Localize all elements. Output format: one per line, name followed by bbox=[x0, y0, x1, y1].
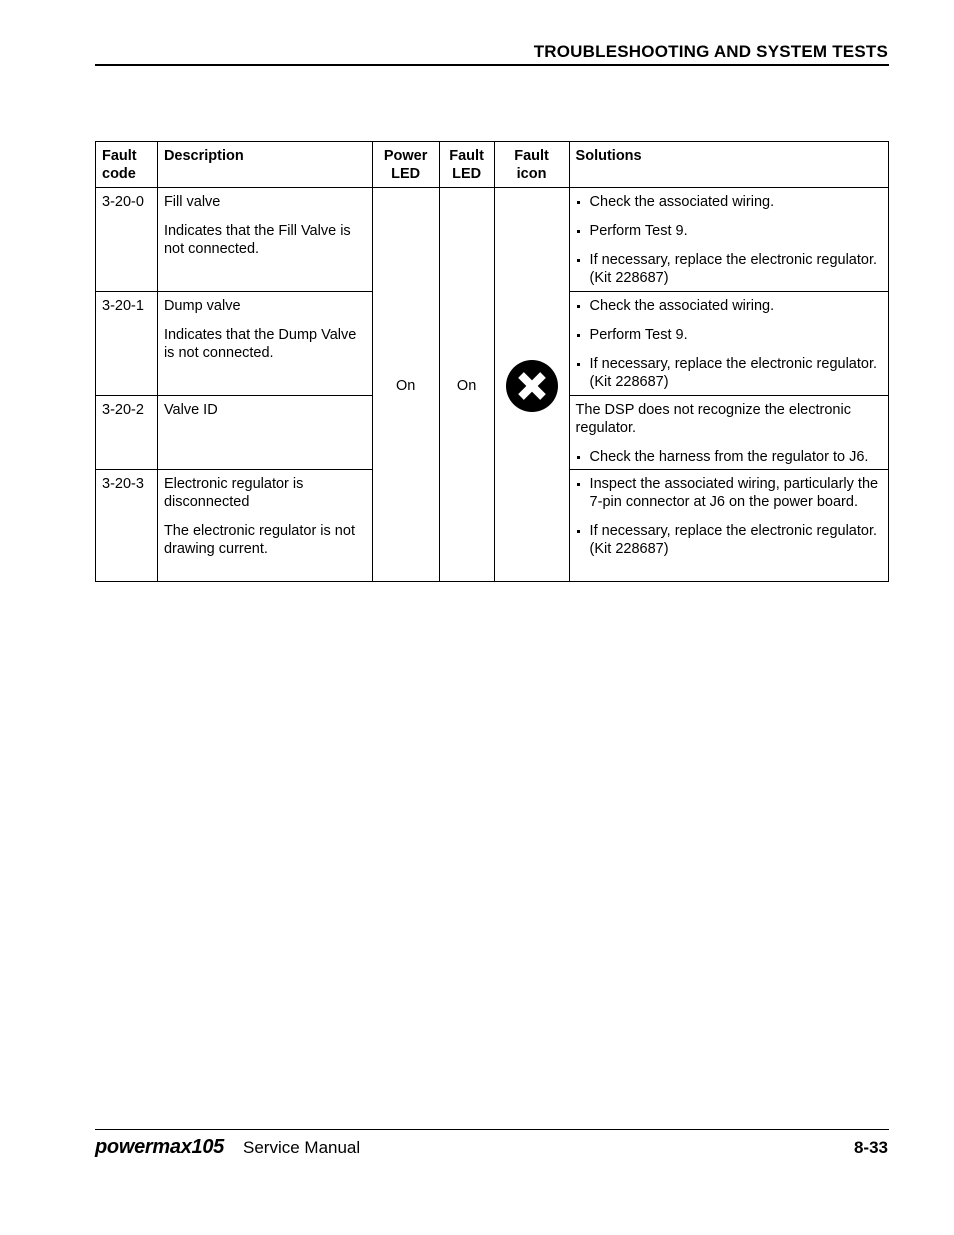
solution-item: If necessary, replace the electronic regulator. (Kit 228687) bbox=[576, 251, 882, 287]
solution-item: Check the harness from the regulator to J6. bbox=[576, 448, 882, 466]
description-cell bbox=[157, 188, 372, 292]
description-title: Dump valve bbox=[163, 298, 241, 314]
description-cell bbox=[157, 292, 372, 396]
solution-item: If necessary, replace the electronic regulator. (Kit 228687) bbox=[576, 355, 882, 391]
solutions-cell bbox=[569, 188, 888, 292]
power-led-cell: On bbox=[372, 188, 439, 582]
solution-item: Perform Test 9. bbox=[576, 222, 882, 240]
fault-code-cell: 3-20-2 bbox=[96, 396, 158, 470]
fault-code-table bbox=[95, 141, 889, 582]
fault-icon-cell bbox=[494, 188, 569, 582]
description-text: The electronic regulator is not drawing current. bbox=[163, 523, 355, 557]
solutions-cell bbox=[569, 470, 888, 582]
solution-item: Check the associated wiring. bbox=[576, 193, 882, 211]
fault-led-cell: On bbox=[439, 188, 494, 582]
description-cell bbox=[157, 396, 372, 470]
footer-divider bbox=[95, 1129, 889, 1130]
page-number: 8-33 bbox=[853, 1138, 888, 1157]
section-title: TROUBLESHOOTING AND SYSTEM TESTS bbox=[533, 42, 888, 61]
header-divider bbox=[95, 64, 889, 66]
col-header-fault-icon: Fault icon bbox=[494, 142, 569, 188]
description-cell bbox=[157, 470, 372, 582]
col-header-description: Description bbox=[157, 142, 372, 188]
col-header-solutions: Solutions bbox=[569, 142, 888, 188]
col-header-fault-led: Fault LED bbox=[439, 142, 494, 188]
table-row bbox=[96, 188, 889, 292]
fault-code-cell: 3-20-1 bbox=[96, 292, 158, 396]
solution-item: Check the associated wiring. bbox=[576, 297, 882, 315]
solutions-cell bbox=[569, 292, 888, 396]
solution-item: If necessary, replace the electronic regulator.(Kit 228687) bbox=[576, 522, 882, 558]
fault-code-cell: 3-20-3 bbox=[96, 470, 158, 582]
col-header-power-led: Power LED bbox=[372, 142, 439, 188]
product-logo: powermax105 bbox=[95, 1136, 224, 1158]
description-title: Electronic regulator is disconnected bbox=[163, 476, 304, 510]
solution-item: Perform Test 9. bbox=[576, 326, 882, 344]
manual-label: Service Manual bbox=[243, 1138, 361, 1157]
fault-code-cell: 3-20-0 bbox=[96, 188, 158, 292]
description-text: Indicates that the Fill Valve is not connected. bbox=[163, 223, 351, 257]
solutions-cell bbox=[569, 396, 888, 470]
description-title: Fill valve bbox=[163, 194, 221, 210]
description-title: Valve ID bbox=[163, 402, 218, 418]
description-text: Indicates that the Dump Valve is not connected. bbox=[163, 327, 357, 361]
solution-item: Inspect the associated wiring, particularly the 7-pin connector at J6 on the power board. bbox=[576, 475, 882, 511]
table-header-row bbox=[96, 142, 889, 188]
col-header-fault-code: Fault code bbox=[96, 142, 158, 188]
solution-intro: The DSP does not recognize the electronic regulator. bbox=[575, 402, 851, 436]
fault-x-icon bbox=[505, 359, 559, 413]
